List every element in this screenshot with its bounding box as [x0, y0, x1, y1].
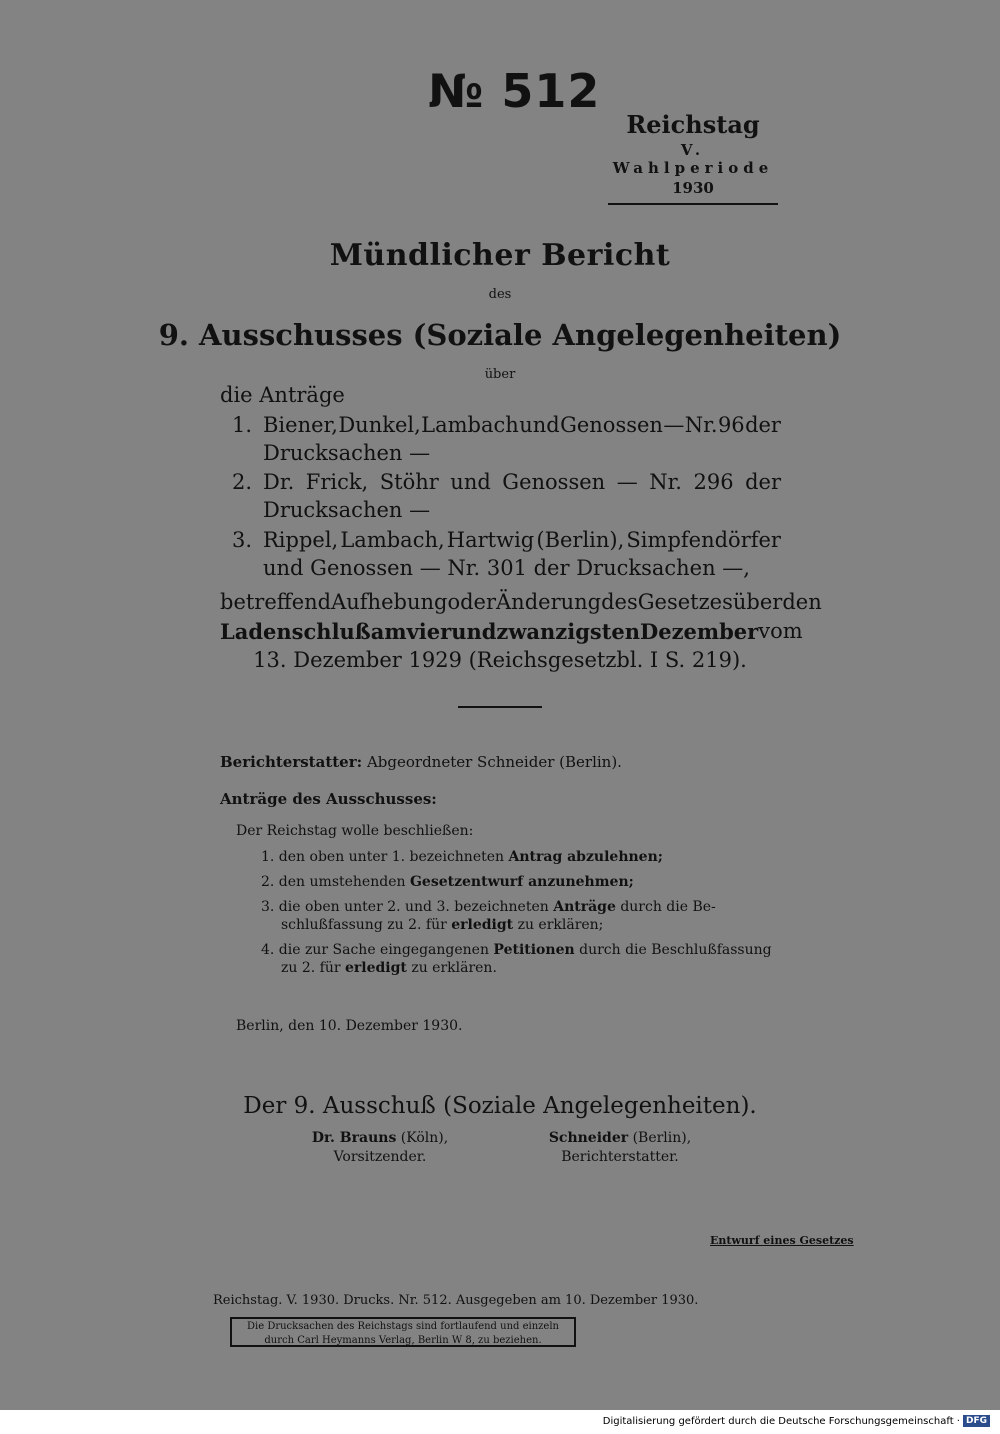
- des-word: des: [488, 287, 512, 302]
- reporter-label: Berichterstatter:: [220, 753, 363, 771]
- bold-word: vierundzwanzigsten: [406, 619, 641, 644]
- word: Dunkel,: [338, 413, 421, 437]
- signer-role: Berichterstatter.: [561, 1149, 679, 1165]
- reichstag-label-block: [608, 110, 778, 205]
- word: —: [663, 413, 685, 437]
- word: Lambach,: [340, 528, 445, 552]
- word: Änderung: [496, 590, 602, 614]
- item-number: 3.: [232, 528, 253, 552]
- bold-word: Dezember: [640, 619, 759, 644]
- text: 4. die zur Sache eingegangenen: [261, 942, 489, 958]
- text: zu erklären.: [411, 960, 497, 976]
- resolve-line: Der Reichstag wolle beschließen:: [236, 823, 474, 839]
- motion-item-1-cont: Drucksachen —: [263, 441, 431, 465]
- word: Genossen: [560, 413, 663, 437]
- report-title: Mündlicher Bericht: [329, 238, 671, 273]
- signer-name: Dr. Brauns: [311, 1130, 397, 1146]
- word: des: [601, 590, 638, 614]
- motion-item-2: [263, 470, 781, 494]
- word: Dr.: [263, 470, 295, 494]
- publisher-notice-box: [230, 1317, 576, 1347]
- motion-item-3: [263, 528, 781, 552]
- text: durch die Beschlußfassung: [579, 942, 772, 958]
- imprint-line: Reichstag. V. 1930. Drucks. Nr. 512. Ausgegeben am 10. Dezember 1930.: [213, 1293, 699, 1308]
- signature-right: [520, 1130, 720, 1165]
- word: Gesetzes: [637, 590, 733, 614]
- text: 2. den umstehenden: [261, 874, 406, 890]
- item-number: 1.: [232, 413, 253, 437]
- reporter-text: Abgeordneter Schneider (Berlin).: [366, 753, 622, 771]
- motions-intro: die Anträge: [220, 383, 345, 407]
- reichstag-title: Reichstag: [626, 110, 760, 139]
- motion-item-2-cont: Drucksachen —: [263, 498, 431, 522]
- publisher-notice-line: durch Carl Heymanns Verlag, Berlin W 8, zu beziehen.: [264, 1335, 542, 1346]
- resolution-3-cont: [281, 917, 603, 933]
- word: Rippel,: [263, 528, 339, 552]
- bold-text: erledigt: [345, 960, 407, 976]
- document-number: № 512: [428, 64, 601, 118]
- word: 296: [693, 470, 734, 494]
- word: Genossen: [502, 470, 606, 494]
- subject-line-1: [220, 590, 822, 614]
- word: Lambach: [421, 413, 519, 437]
- word: —: [616, 470, 638, 494]
- signature-left: [280, 1130, 480, 1165]
- word: Frick,: [305, 470, 369, 494]
- word: der: [745, 470, 781, 494]
- reporter-line: [220, 753, 622, 771]
- text: 1. den oben unter 1. bezeichneten: [261, 849, 505, 865]
- section-divider: [458, 706, 542, 708]
- signer-role: Vorsitzender.: [333, 1149, 427, 1165]
- digitization-footer: [0, 1410, 1000, 1434]
- subject-line-3: 13. Dezember 1929 (Reichsgesetzbl. I S. 219).: [253, 648, 747, 672]
- word: und: [519, 413, 560, 437]
- word: und: [450, 470, 491, 494]
- motion-item-3-cont: und Genossen — Nr. 301 der Drucksachen —,: [263, 556, 750, 580]
- word: über: [732, 590, 783, 614]
- item-number: 2.: [232, 470, 253, 494]
- resolution-1: [261, 849, 663, 865]
- year: 1930: [672, 179, 714, 197]
- divider: [608, 203, 778, 205]
- ueber-word: über: [484, 367, 516, 382]
- antraege-heading: Anträge des Ausschusses:: [220, 790, 437, 808]
- wahlperiode: V. Wahlperiode: [612, 141, 774, 177]
- text: zu erklären;: [517, 917, 604, 933]
- publisher-notice-line: Die Drucksachen des Reichstags sind fortlaufend und einzeln: [247, 1321, 559, 1332]
- text: schlußfassung zu 2. für: [281, 917, 447, 933]
- motion-item-1: [263, 413, 781, 437]
- next-page-catchword: Entwurf eines Gesetzes: [710, 1234, 854, 1247]
- word: Nr.: [684, 413, 718, 437]
- resolution-4: [261, 942, 772, 958]
- word: Stöhr: [379, 470, 439, 494]
- word: Aufhebung: [331, 590, 448, 614]
- word: Nr.: [649, 470, 682, 494]
- text: 3. die oben unter 2. und 3. bezeichneten: [261, 899, 549, 915]
- dfg-logo-icon: DFG: [963, 1415, 990, 1427]
- word: vom: [758, 619, 803, 643]
- word: der: [745, 413, 781, 437]
- word: Simpfendörfer: [626, 528, 781, 552]
- word: Biener,: [263, 413, 338, 437]
- resolution-4-cont: [281, 960, 497, 976]
- word: (Berlin),: [536, 528, 625, 552]
- subject-line-2: [220, 619, 803, 644]
- bold-text: Antrag abzulehnen;: [508, 849, 663, 865]
- place-date: Berlin, den 10. Dezember 1930.: [236, 1018, 463, 1034]
- word: 96: [717, 413, 745, 437]
- bold-text: Anträge: [553, 899, 616, 915]
- signer-place: (Köln),: [400, 1130, 449, 1146]
- word: Hartwig: [446, 528, 535, 552]
- signature-committee: Der 9. Ausschuß (Soziale Angelegenheiten).: [243, 1093, 757, 1119]
- bold-text: erledigt: [451, 917, 514, 933]
- text: zu 2. für: [281, 960, 341, 976]
- bold-text: Petitionen: [493, 942, 575, 958]
- word: oder: [447, 590, 497, 614]
- bold-word: am: [370, 619, 407, 644]
- word: betreffend: [220, 590, 332, 614]
- word: den: [782, 590, 822, 614]
- bold-text: Gesetzentwurf anzunehmen;: [409, 874, 634, 890]
- signer-place: (Berlin),: [632, 1130, 692, 1146]
- committee-title: 9. Ausschusses (Soziale Angelegenheiten): [158, 318, 842, 352]
- bold-word: Ladenschluß: [220, 619, 371, 644]
- resolution-2: [261, 874, 634, 890]
- text: durch die Be-: [620, 899, 716, 915]
- digitization-credit: Digitalisierung gefördert durch die Deutsche Forschungsgemeinschaft ·: [602, 1415, 960, 1427]
- signer-name: Schneider: [548, 1130, 629, 1146]
- resolution-3: [261, 899, 716, 915]
